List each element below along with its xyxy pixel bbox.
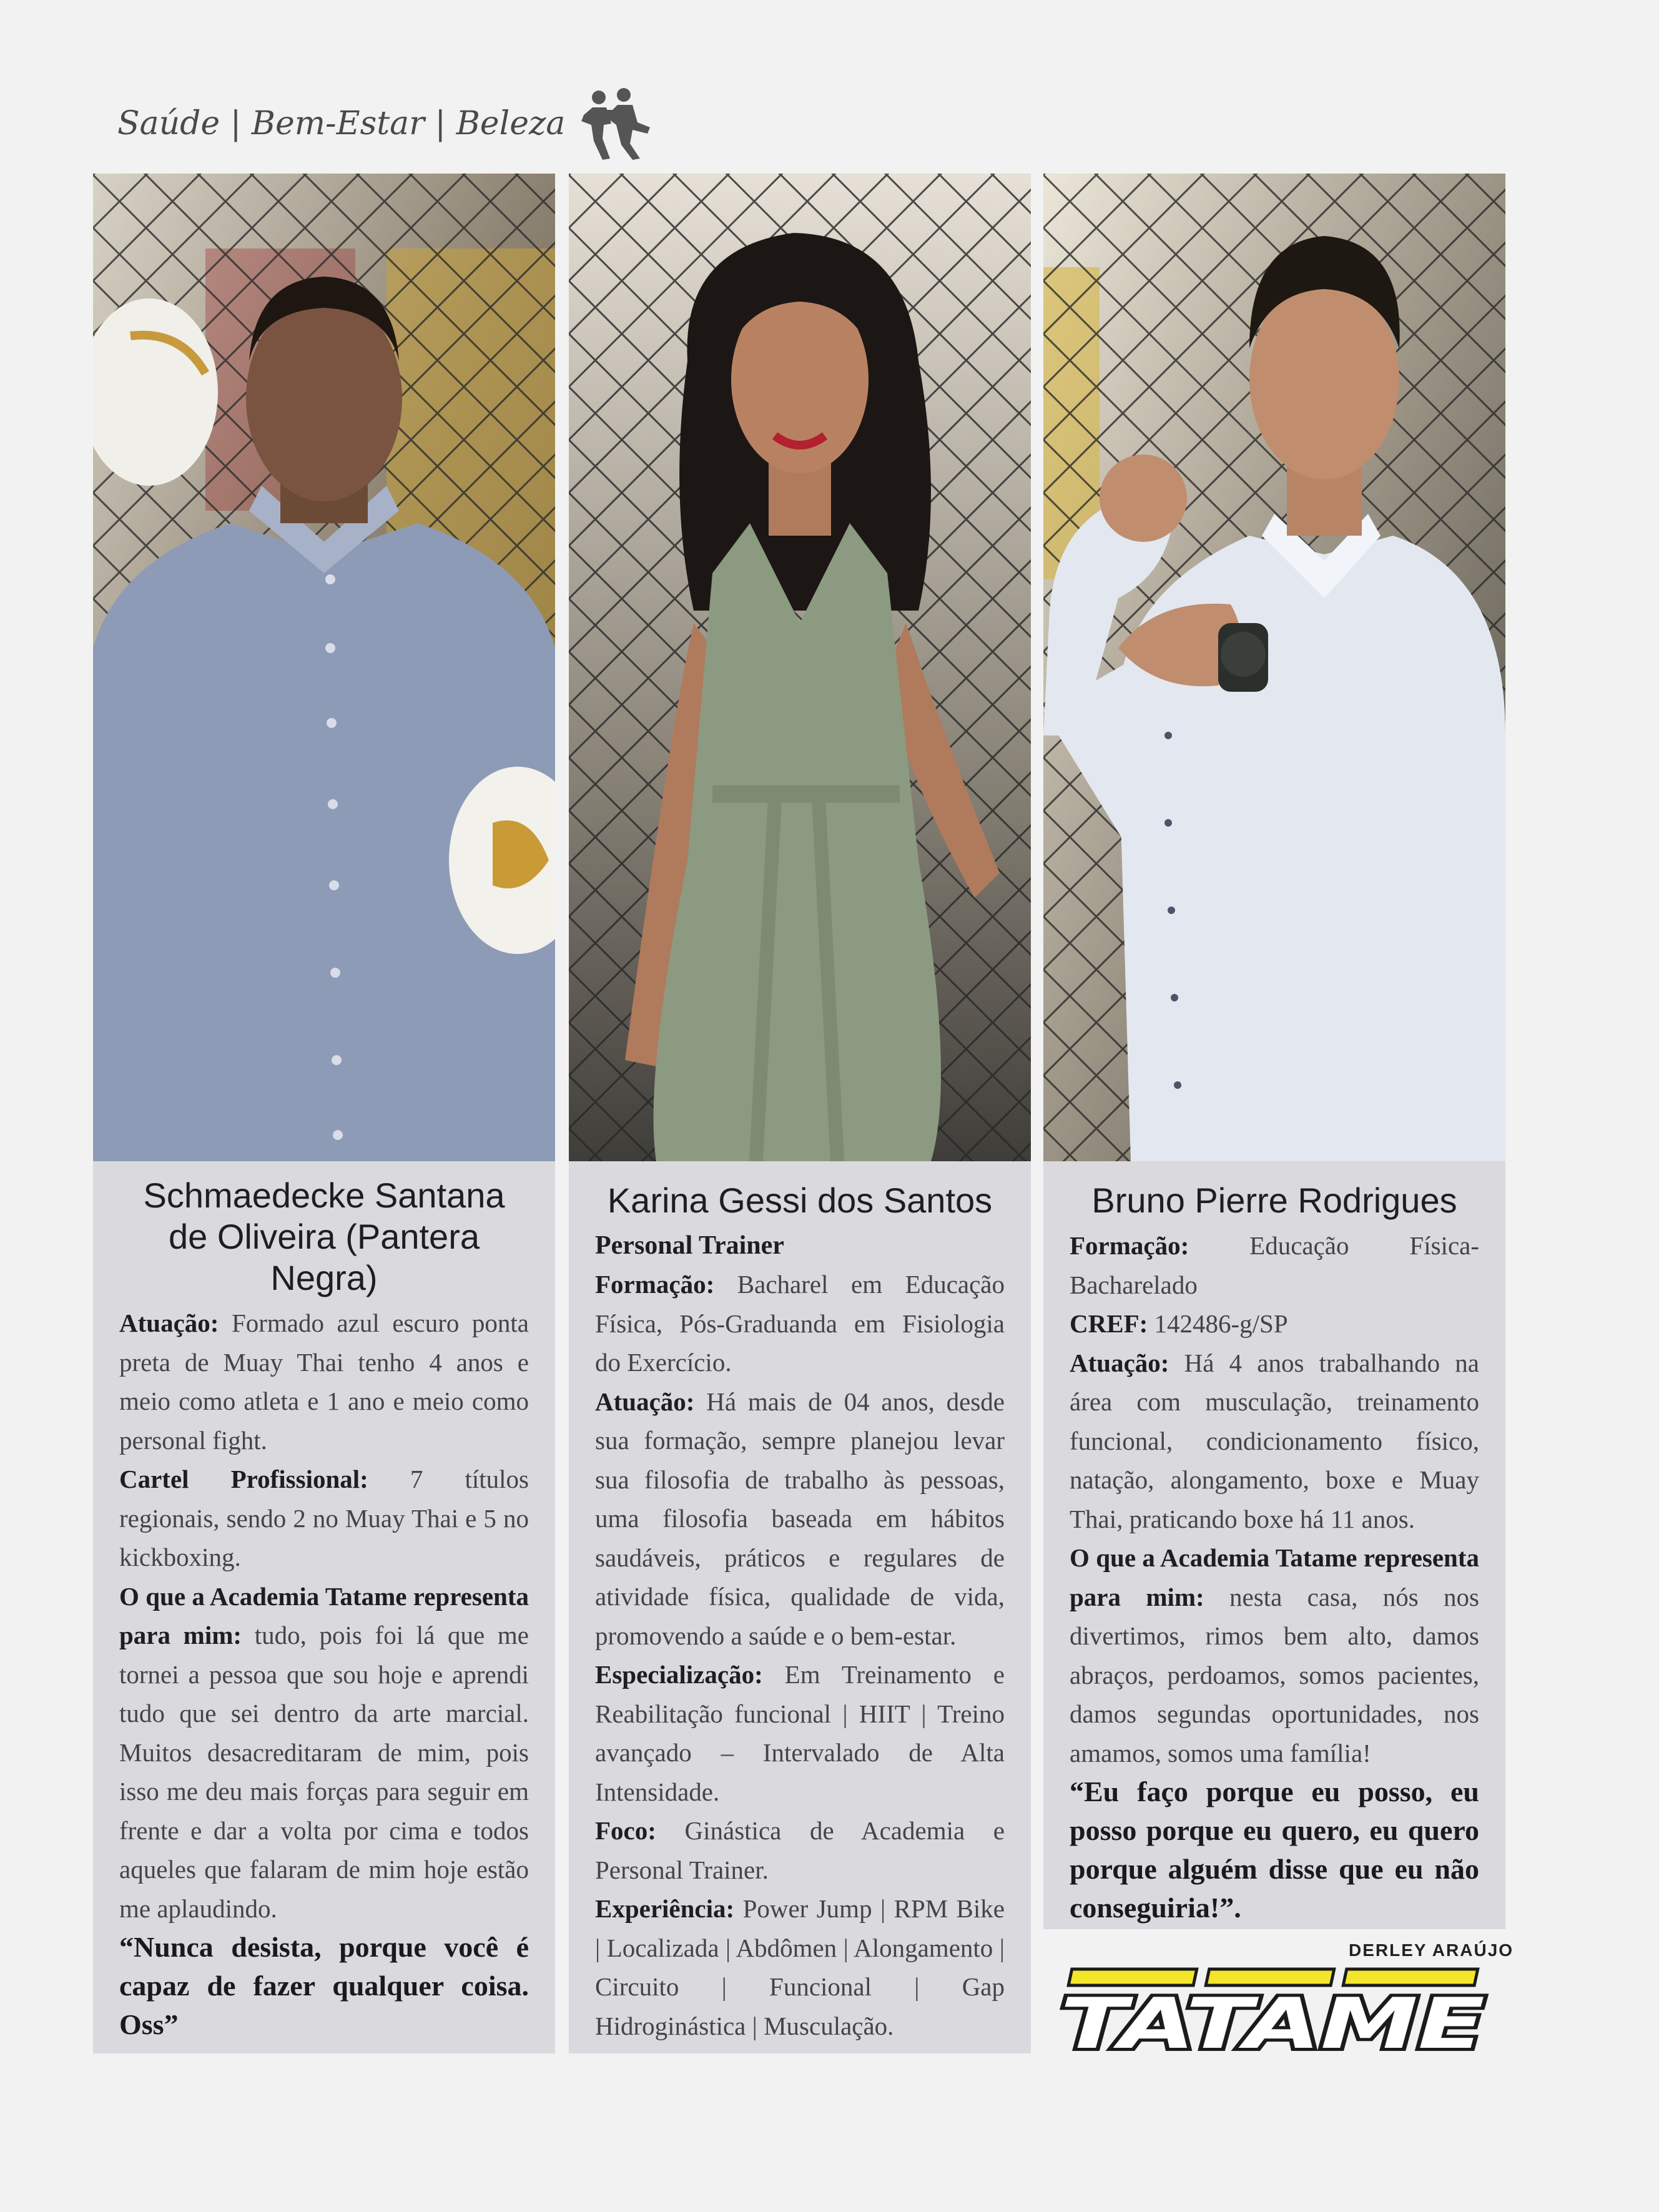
profile-card-1 [93, 174, 555, 2053]
paragraph-cartel: Cartel Profissional: 7 títulos regionais, sendo 2 no Muay Thai e 5 no kickboxing. [119, 1465, 529, 1571]
section-header [117, 80, 652, 167]
person-figure [1043, 174, 1505, 1161]
profile-name: Schmaedecke Santana de Oliveira (Pantera Negra) [143, 1176, 505, 1297]
profile-quote: “Nunca desista, porque você é capaz de fazer qualquer coisa. Oss” [119, 1931, 529, 2040]
boxer-gloves-photo [93, 174, 555, 1161]
paragraph-academia: O que a Academia Tatame representa para mim: tudo, pois foi lá que me tornei a pessoa que sou hoje e aprendi tudo que sei dentro da arte marcial. Muitos desacreditaram de mim, pois isso me deu mais forças para seguir em frente e dar a volta por cima e todos aqueles que falaram de mim hoje estão me aplaudindo. [119, 1581, 529, 1923]
profile-name: Karina Gessi dos Santos [607, 1181, 993, 1220]
paragraph-atuacao: Atuação: Formado azul escuro ponta preta de Muay Thai tenho 4 anos e meio como atleta e 1 ano e meio como personal fight. [119, 1309, 529, 1455]
photo-credit: DERLEY ARAÚJO [1349, 1940, 1514, 1960]
paragraph-experiencia: Experiência: Power Jump | RPM Bike | Localizada | Abdômen | Alongamento | Circuito | Funcional | Gap Hidroginástica | Musculação. [595, 1894, 1005, 2040]
person-figure [93, 174, 555, 1161]
profile-name: Bruno Pierre Rodrigues [1091, 1181, 1457, 1220]
paragraph-academia: O que a Academia Tatame representa para mim: nesta casa, nós nos divertimos, rimos bem alto, damos abraços, perdoamos, somos pacientes, damos segundas oportunidades, nos amamos, somos uma família! [1070, 1543, 1480, 1767]
man-fighting-stance-photo [1043, 174, 1505, 1161]
paragraph-formacao: Formação: Educação Física- Bacharelado [1070, 1231, 1479, 1299]
fighters-icon [575, 86, 652, 161]
tatame-logo [1048, 1965, 1497, 2053]
profile-text-1 [93, 1161, 555, 2053]
paragraph-foco: Foco: Ginástica de Academia e Personal Trainer. [595, 1816, 1005, 1884]
profile-quote: “Eu faço porque eu posso, eu posso porque eu quero, eu quero porque alguém disse que eu não conseguiria!”. [1070, 1776, 1479, 1924]
profile-card-2 [569, 174, 1031, 2053]
profile-role: Personal Trainer [595, 1231, 784, 1260]
paragraph-formacao: Formação: Bacharel em Educação Física, Pós-Graduanda em Fisiologia do Exercício. [595, 1270, 1005, 1377]
section-title: Saúde | Bem-Estar | Beleza [117, 105, 566, 142]
woman-green-dress-photo [569, 174, 1031, 1161]
profile-text-3 [1043, 1161, 1505, 1929]
profile-text-2 [569, 1161, 1031, 2053]
paragraph-cref: CREF: 142486-g/SP [1070, 1309, 1288, 1338]
paragraph-atuacao: Atuação: Há mais de 04 anos, desde sua formação, sempre planejou levar sua filosofia de trabalho às pessoas, uma filosofia baseada em hábitos saudáveis, práticos e regulares de atividade física, qualidade de vida, promovendo a saúde e o bem-estar. [595, 1387, 1005, 1650]
profile-card-3 [1043, 174, 1505, 1929]
person-figure [569, 174, 1031, 1161]
paragraph-atuacao: Atuação: Há 4 anos trabalhando na área com musculação, treinamento funcional, condicionamento físico, natação, alongamento, boxe e Muay Thai, praticando boxe há 11 anos. [1070, 1348, 1479, 1533]
logo-text: TATAME [1060, 1983, 1485, 2053]
paragraph-especializacao: Especialização: Em Treinamento e Reabilitação funcional | HIIT | Treino avançado – Intervalado de Alta Intensidade. [595, 1660, 1005, 1806]
